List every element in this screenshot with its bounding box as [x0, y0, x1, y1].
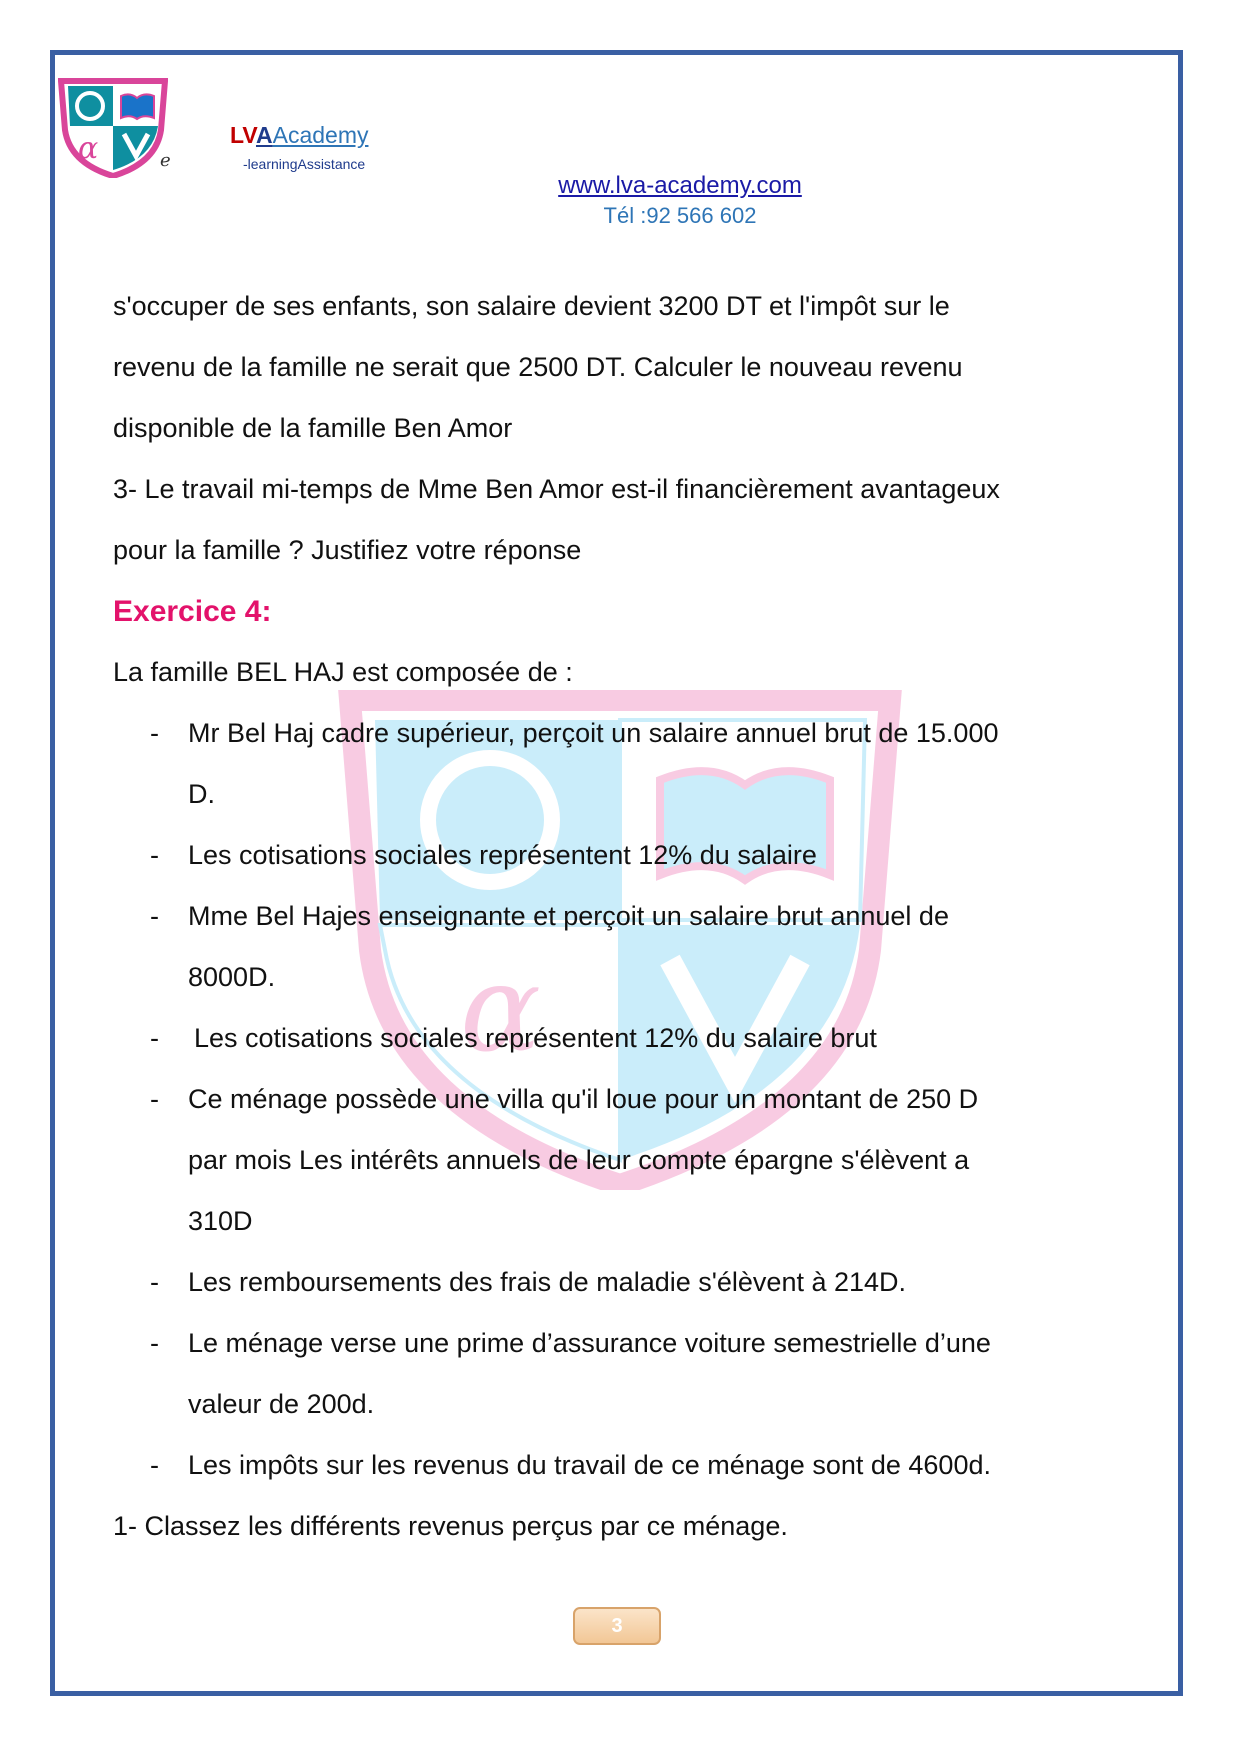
svg-text:α: α [78, 131, 99, 166]
list-item: - Ce ménage possède une villa qu'il loue pour un montant de 250 D [113, 1069, 1133, 1130]
paragraph-line: disponible de la famille Ben Amor [113, 413, 513, 443]
brand-lv: LV [230, 122, 256, 148]
list-item: - Les cotisations sociales représentent 12% du salaire brut [113, 1008, 1133, 1069]
website-link[interactable]: www.lva-academy.com [558, 172, 802, 199]
bullet-dash: - [150, 840, 159, 870]
paragraph-line: s'occuper de ses enfants, son salaire devient 3200 DT et l'impôt sur le [113, 291, 950, 321]
list-item: - Les remboursements des frais de maladie s'élèvent à 214D. [113, 1252, 1133, 1313]
brand-va: A [255, 122, 273, 148]
brand-academy: Academy [272, 122, 369, 148]
svg-text:α: α [460, 940, 542, 1079]
bullet-dash: - [150, 1450, 159, 1480]
list-item-continuation: valeur de 200d. [188, 1389, 375, 1419]
brand-name [230, 122, 368, 149]
logo-letter: e [160, 150, 171, 171]
bullet-list [113, 703, 1133, 1496]
bullet-dash: - [150, 1084, 159, 1114]
bullet-dash: - [150, 718, 159, 748]
lva-academy-logo-icon [58, 78, 168, 178]
brand-tagline: -learningAssistance [243, 156, 366, 172]
phone-number: Tél :92 566 602 [603, 203, 757, 228]
bullet-dash: - [150, 1328, 159, 1358]
list-item: - Mme Bel Hajes enseignante et perçoit un salaire brut annuel de [113, 886, 1133, 947]
list-item-continuation: D. [188, 779, 215, 809]
paragraph-line: revenu de la famille ne serait que 2500 DT. Calculer le nouveau revenu [113, 352, 963, 382]
exercise-intro: La famille BEL HAJ est composée de : [113, 657, 573, 687]
question-1: 1- Classez les différents revenus perçus par ce ménage. [113, 1511, 788, 1541]
page-number-badge: 3 [573, 1607, 661, 1645]
exercise-title: Exercice 4: [113, 595, 272, 628]
list-item: - Les cotisations sociales représentent 12% du salaire [113, 825, 1133, 886]
list-item: - Les impôts sur les revenus du travail de ce ménage sont de 4600d. [113, 1435, 1133, 1496]
list-item-continuation: 8000D. [188, 962, 276, 992]
question-3: 3- Le travail mi-temps de Mme Ben Amor est-il financièrement avantageux [113, 474, 1000, 504]
bullet-dash: - [150, 1267, 159, 1297]
list-item: - Le ménage verse une prime d’assurance voiture semestrielle d’une [113, 1313, 1133, 1374]
list-item-continuation: 310D [188, 1206, 253, 1236]
document-body [113, 276, 1133, 1557]
list-item-continuation: par mois Les intérêts annuels de leur compte épargne s'élèvent a [188, 1145, 970, 1175]
paragraph-line: pour la famille ? Justifiez votre réponse [113, 535, 582, 565]
bullet-dash: - [150, 901, 159, 931]
list-item: - Mr Bel Haj cadre supérieur, perçoit un salaire annuel brut de 15.000 [113, 703, 1133, 764]
bullet-dash: - [150, 1023, 159, 1053]
